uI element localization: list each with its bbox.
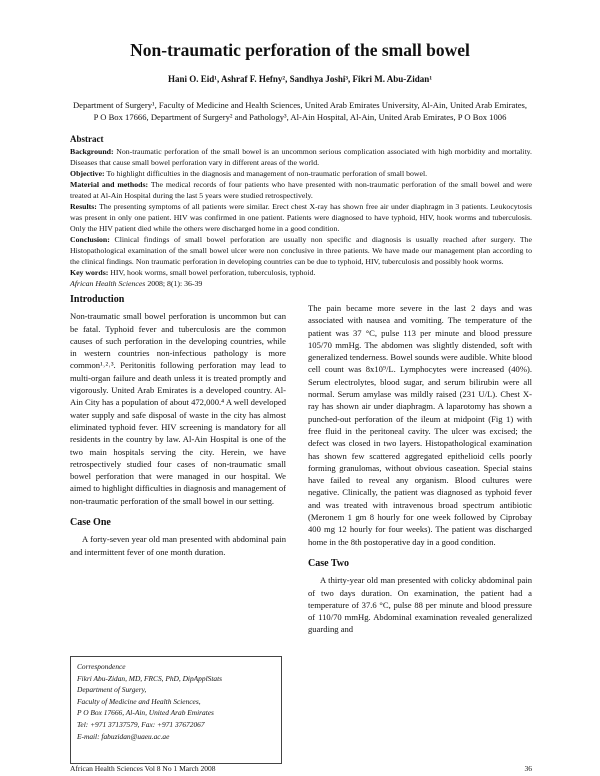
label: Results: — [70, 202, 97, 211]
footer-journal: African Health Sciences Vol 8 No 1 March 2008 — [70, 764, 216, 773]
citation-journal: African Health Sciences — [70, 279, 146, 288]
abstract-methods — [70, 179, 532, 201]
correspondence-phone: Tel: +971 37137579, Fax: +971 37672067 — [77, 719, 205, 729]
paper-title: Non-traumatic perforation of the small bowel — [130, 40, 470, 60]
correspondence-box — [70, 656, 282, 764]
intro-paragraph: Non-traumatic small bowel perforation is uncommon but can be fatal. Typhoid fever and tuberculosis are the common causes of such perforation in the developing countries, while in western countries non-infectious pathology is more common¹˒²˒³. Peritonitis following perforation may lead to multi-organ failure and death unless it is treated promptly and vigorously. United Arab Emirates is a developed country. Al-Ain City has a population of about 472,000.⁴ A well developed water supply and safe disposal of waste in the city has almost eliminated typhoid fever. HIV screening is mandatory for all residents in the country by law. Al-Ain Hospital is one of the two main hospitals serving the city. Herein, we have retrospectively studied four cases of non-traumatic small bowel perforation that were managed in our hospital. We aimed to highlight difficulties in diagnosis and management of non-traumatic perforation of the small bowel in our setting. — [70, 311, 286, 506]
affiliation-line: Department of Surgery¹, Faculty of Medicine and Health Sciences, United Arab Emirates University, Al-Ain, United Arab Emirates, — [72, 100, 528, 110]
right-column — [308, 302, 532, 636]
case2-heading: Case Two — [308, 557, 350, 569]
abstract-background — [70, 146, 532, 168]
correspondence-name: Fikri Abu-Zidan, MD, FRCS, PhD, DipApplStats — [77, 673, 223, 683]
abstract-heading: Abstract — [70, 134, 104, 144]
text: The presenting symptoms of all patients were similar. Erect chest X-ray has shown free air under diaphragm in 3 patients. Leukocytosis was present in only one patient. HIV was confirmed in one patient. Patients were diagnosed to have typhoid, HIV, hook worms and tuberculosis. Only the HIV patient died while the others were discharged home in a good condition. — [70, 202, 532, 233]
correspondence-email: E-mail: fabuzidan@uaeu.ac.ae — [77, 731, 170, 741]
affiliations — [60, 99, 540, 123]
intro-heading: Introduction — [70, 294, 125, 305]
abstract-conclusion — [70, 234, 532, 267]
label: Material and methods: — [70, 180, 149, 189]
left-column — [70, 294, 286, 558]
page-number: 36 — [524, 764, 532, 773]
case1-heading: Case One — [70, 517, 111, 529]
text: HIV, hook worms, small bowel perforation, tuberculosis, typhoid. — [110, 268, 316, 277]
correspondence-label: Correspondence — [77, 662, 126, 671]
correspondence-dept: Department of Surgery, — [77, 685, 147, 695]
case2-paragraph: A thirty-year old man presented with colicky abdominal pain of two days duration. On examination, the patient had a temperature of 37.6 °C, pulse 88 per minute and blood pressure of 110/70 mmHg. Abdominal examination revealed generalized guarding and — [308, 575, 532, 635]
label: Key words: — [70, 268, 109, 277]
author-list: Hani O. Eid¹, Ashraf F. Hefny², Sandhya Joshi³, Fikri M. Abu-Zidan¹ — [167, 74, 433, 84]
case1-paragraph: A forty-seven year old man presented with abdominal pain and intermittent fever of one month duration. — [70, 534, 286, 557]
text: The medical records of four patients who have presented with non-traumatic perforation of the small bowel and were treated at Al-Ain Hospital during the last 5 years were studied retrospectively. — [70, 180, 532, 200]
citation — [70, 278, 532, 289]
page-footer — [70, 764, 532, 773]
abstract-results — [70, 201, 532, 234]
correspondence-faculty: Faculty of Medicine and Health Sciences, — [77, 696, 201, 706]
text: Clinical findings of small bowel perforation are usually non specific and diagnosis is usually reached after surgery. The Histopathological examination of the small bowel ulcer were non conclusive in three patients. We have made our management plan according to the clinical findings. Non traumatic perforation in developing countries can be due to typhoid, HIV, tuberculosis and possibly hook worms. — [70, 235, 532, 266]
label: Background: — [70, 147, 114, 156]
abstract-keywords — [70, 267, 532, 278]
case1-continued: The pain became more severe in the last 2 days and was associated with nausea and vomiting. The temperature of the patient was 37 °C, pulse 113 per minute and blood pressure 105/70 mmHg. The abdomen was slightly distended, soft with generalized tenderness. Bowel sounds were audible. White blood cell count was 8x10⁹/L. Lymphocytes were increased (40%). Serum electrolytes, blood sugar, and serum bilirubin were all normal. Serum amylase was mildly raised (231 U/L). Chest X-ray has shown air under diaphragm. A laparotomy has shown a punched-out perforation of the ileum at midpoint (Fig 1) with free fluid in the peritoneal cavity. The ulcer was excised; the defect was closed in two layers. Histopathological examination has shown few scattered aggregated epithelioid cells poorly forming granulomas, without obvious caseation. Special stains have failed to reveal any organism. Blood cultures were negative. Clinically, the patient was diagnosed as typhoid fever and was treated with intravenous broad spectrum antibiotic (Meronem 1 gm 8 hourly for one week followed by Ciprobay 400 mg 12 hourly for four weeks). The patient was discharged home in the 8th postoperative day in a good condition. — [308, 303, 532, 547]
abstract — [70, 134, 532, 289]
text: To highlight difficulties in the diagnosis and management of non-traumatic perforation of small bowel. — [106, 169, 428, 178]
abstract-objective — [70, 168, 532, 179]
citation-volume: 2008; 8(1): 36-39 — [147, 279, 203, 288]
label: Conclusion: — [70, 235, 110, 244]
text: Non-traumatic perforation of the small bowel is an uncommon serious complication associated with high morbidity and mortality. Diseases that cause small bowel perforation vary in different areas of the world. — [70, 147, 532, 167]
label: Objective: — [70, 169, 105, 178]
correspondence-address: P O Box 17666, Al-Ain, United Arab Emirates — [77, 708, 214, 718]
affiliation-line: P O Box 17666, Department of Surgery² and Pathology³, Al-Ain Hospital, Al-Ain, United Arab Emirates, P O Box 1006 — [93, 112, 507, 122]
